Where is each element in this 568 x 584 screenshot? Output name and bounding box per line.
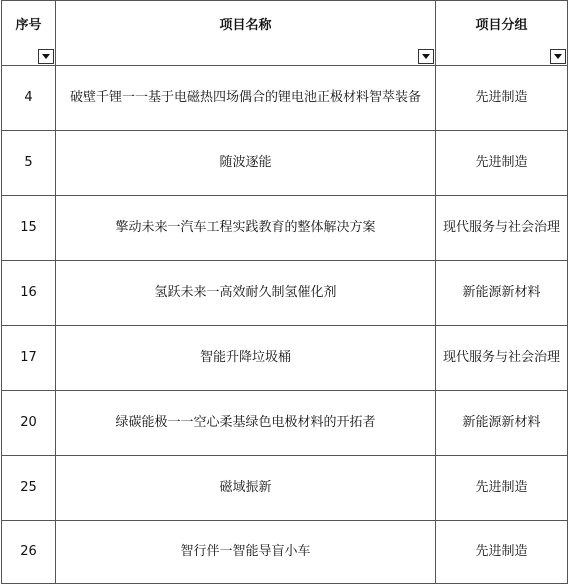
- table-row[interactable]: [2, 391, 568, 456]
- table-row[interactable]: [2, 261, 568, 326]
- filter-dropdown-group[interactable]: [550, 49, 566, 64]
- dropdown-arrow-icon: [554, 54, 562, 59]
- cell-name[interactable]: 智能升降垃圾桶: [56, 326, 436, 391]
- table-row[interactable]: [2, 66, 568, 131]
- cell-group[interactable]: 先进制造: [436, 66, 568, 131]
- cell-group[interactable]: 现代服务与社会治理: [436, 326, 568, 391]
- table-row[interactable]: [2, 456, 568, 521]
- cell-name[interactable]: 绿碳能极一一空心柔基绿色电极材料的开拓者: [56, 391, 436, 456]
- cell-index[interactable]: 17: [2, 326, 56, 391]
- cell-index[interactable]: 26: [2, 521, 56, 584]
- cell-name[interactable]: 擎动未来一汽车工程实践教育的整体解决方案: [56, 196, 436, 261]
- cell-name[interactable]: 智行伴一智能导盲小车: [56, 521, 436, 584]
- cell-name[interactable]: 破壁千锂一一基于电磁热四场偶合的锂电池正极材料智萃装备: [56, 66, 436, 131]
- header-group: [436, 1, 568, 66]
- header-group-label: 项目分组: [475, 18, 528, 33]
- cell-name[interactable]: 磁域振新: [56, 456, 436, 521]
- table-row[interactable]: [2, 326, 568, 391]
- dropdown-arrow-icon: [422, 54, 430, 59]
- project-table: [1, 0, 568, 584]
- header-index-label: 序号: [15, 18, 42, 33]
- cell-index[interactable]: 25: [2, 456, 56, 521]
- table-row[interactable]: [2, 521, 568, 584]
- cell-name[interactable]: 随波逐能: [56, 131, 436, 196]
- filter-dropdown-name[interactable]: [418, 49, 434, 64]
- cell-index[interactable]: 15: [2, 196, 56, 261]
- cell-index[interactable]: 16: [2, 261, 56, 326]
- cell-group[interactable]: 现代服务与社会治理: [436, 196, 568, 261]
- table-row[interactable]: [2, 196, 568, 261]
- cell-group[interactable]: 先进制造: [436, 131, 568, 196]
- cell-name[interactable]: 氢跃未来一高效耐久制氢催化剂: [56, 261, 436, 326]
- dropdown-arrow-icon: [42, 54, 50, 59]
- table-row[interactable]: [2, 131, 568, 196]
- cell-index[interactable]: 4: [2, 66, 56, 131]
- cell-group[interactable]: 先进制造: [436, 456, 568, 521]
- cell-index[interactable]: 5: [2, 131, 56, 196]
- header-index: [2, 1, 56, 66]
- cell-group[interactable]: 新能源新材料: [436, 391, 568, 456]
- cell-index[interactable]: 20: [2, 391, 56, 456]
- cell-group[interactable]: 先进制造: [436, 521, 568, 584]
- filter-dropdown-index[interactable]: [38, 49, 54, 64]
- header-row: [2, 1, 568, 66]
- cell-group[interactable]: 新能源新材料: [436, 261, 568, 326]
- header-name: [56, 1, 436, 66]
- header-name-label: 项目名称: [219, 18, 272, 33]
